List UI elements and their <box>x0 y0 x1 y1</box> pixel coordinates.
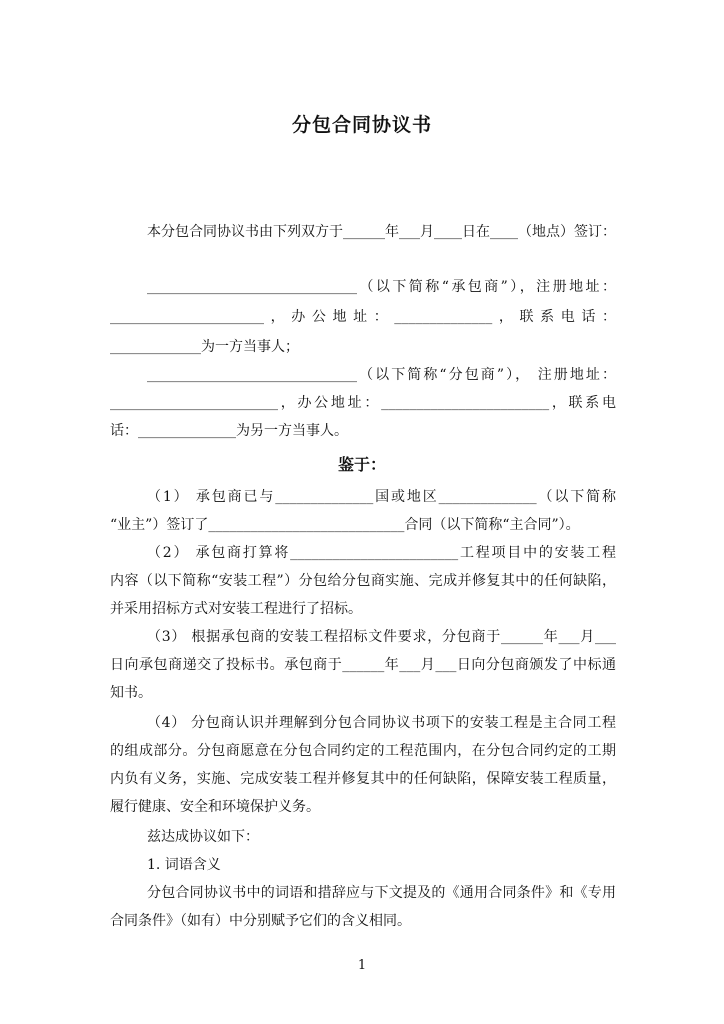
recital-2-line-2: 内容（以下简称“安装工程”）分包给分包商实施、完成并修复其中的任何缺陷， <box>110 573 616 589</box>
section-1-title: 1. 词语含义 <box>147 857 221 873</box>
recital-4-line-2: 的组成部分。分包商愿意在分包合同约定的工程范围内，在分包合同约定的工期 <box>110 743 616 759</box>
recital-1-line-2: “业主”）签订了____________________________合同（以下简称“主合同”）。 <box>110 517 580 533</box>
recital-2-line-1: （2） 承包商打算将________________________工程项目中的安装工程 <box>147 545 616 561</box>
section-1-line-1: 分包合同协议书中的词语和措辞应与下文提及的《通用合同条件》和《专用 <box>147 885 616 901</box>
recital-1-line-1: （1） 承包商已与______________国或地区______________（以下简称 <box>147 489 616 505</box>
section-1-line-2: 合同条件》（如有）中分别赋予它们的含义相同。 <box>110 913 411 929</box>
whereas-heading: 鉴于： <box>337 455 386 474</box>
recital-4-line-4: 履行健康、安全和环境保护义务。 <box>110 799 320 815</box>
document-title: 分包合同协议书 <box>291 114 432 136</box>
subcontractor-line-1: ______________________________（以下简称“分包商”）， 注册地址： <box>147 367 616 383</box>
recital-4-line-3: 内负有义务，实施、完成安装工程并修复其中的任何缺陷，保障安装工程质量， <box>110 771 616 787</box>
agreement-intro: 兹达成协议如下： <box>147 829 259 845</box>
subcontractor-line-3: 话：______________为另一方当事人。 <box>110 423 348 439</box>
recital-4-line-1: （4） 分包商认识并理解到分包合同协议书项下的安装工程是主合同工程 <box>147 715 616 731</box>
recital-3-line-3: 知书。 <box>110 685 152 701</box>
recital-3-line-2: 日向承包商递交了投标书。承包商于______年___月___日向分包商颁发了中标通 <box>110 657 616 673</box>
intro-text: 本分包合同协议书由下列双方于______年___月____日在____（地点）签订： <box>147 224 616 240</box>
page-number: 1 <box>357 958 367 973</box>
recital-3-line-1: （3） 根据承包商的安装工程招标文件要求，分包商于______年___月___ <box>147 629 616 645</box>
recital-2-line-3: 并采用招标方式对安装工程进行了招标。 <box>110 601 362 617</box>
subcontractor-line-2: ________________________，办公地址：________________________，联系电 <box>110 395 616 411</box>
contractor-line-2: ______________________，办公地址：______________，联系电话： <box>110 309 616 325</box>
contractor-line-1: ______________________________（以下简称“承包商”），注册地址： <box>147 279 616 295</box>
contractor-line-3: _____________为一方当事人； <box>110 339 299 355</box>
